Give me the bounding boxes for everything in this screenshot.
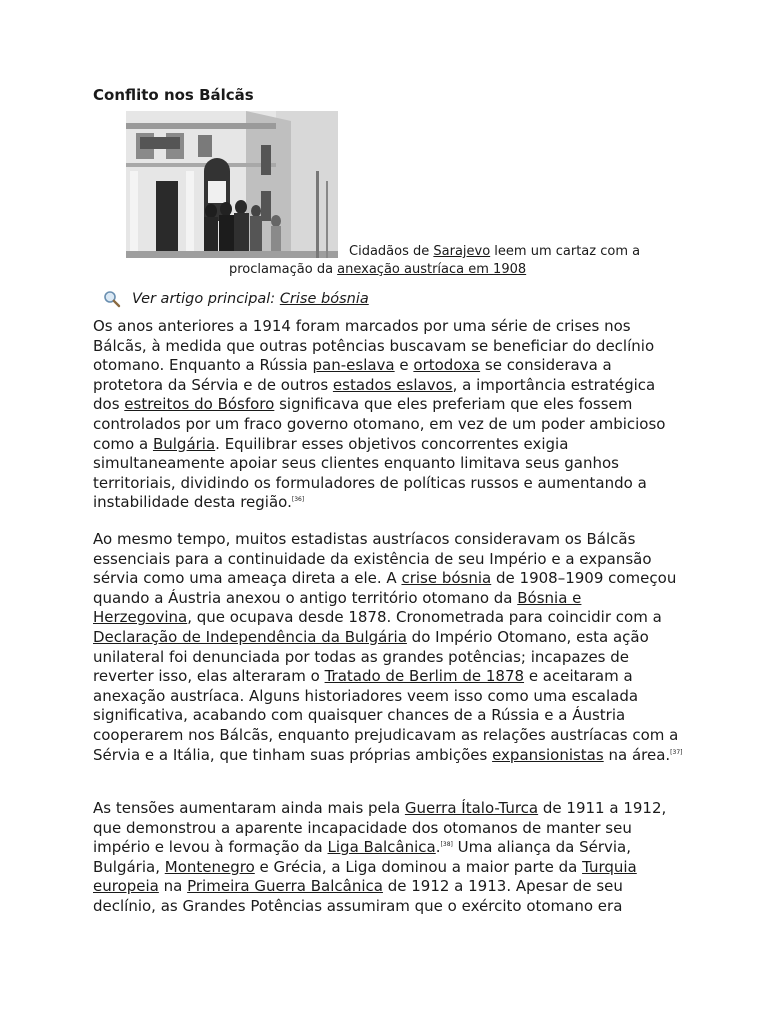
paragraph-3 (93, 799, 683, 917)
sarajevo-photo (126, 111, 338, 258)
paragraph-text: Os anos anteriores a 1914 foram marcados por uma série de crises nos Bálcãs, à medida que outras potências buscavam se beneficiar do declínio otomano. Enquanto a Rússia (93, 317, 655, 375)
reference-38[interactable]: [38] (440, 841, 453, 849)
link-crise-bosnia[interactable]: crise bósnia (401, 569, 492, 588)
reference-37[interactable]: [37] (670, 748, 683, 756)
link-guerra-italo-turca[interactable]: Guerra Ítalo-Turca (404, 799, 539, 817)
reference-36[interactable]: [36] (291, 496, 305, 504)
link-ortodoxa[interactable]: ortodoxa (413, 356, 481, 375)
paragraph-text: na (158, 877, 188, 896)
photo-illustration (126, 111, 338, 258)
see-also-prefix: Ver artigo principal: (132, 291, 276, 307)
link-sarajevo[interactable]: Sarajevo (433, 244, 491, 259)
paragraph-text: na área. (603, 745, 671, 764)
paragraph-text: Uma aliança da Sérvia, Bulgária, (93, 838, 632, 876)
paragraph-text: e aceitaram a anexação austríaca. Alguns historiadores veem isso como uma escalada significativa, acabando com quaisquer chances de a Rússia e a Áustria cooperarem nos Bálcãs, enquanto prejudicavam as relações austríacas com a Sérvia e a Itália, que tinham suas próprias ambições (93, 667, 679, 764)
paragraph-text: , que ocupava desde 1878. Cronometrada para coincidir com a (187, 608, 662, 627)
see-also-note (102, 289, 369, 309)
paragraph-text: e Grécia, a Liga dominou a maior parte da (254, 857, 583, 876)
link-crise-bosnia-main[interactable]: Crise bósnia (279, 291, 369, 307)
paragraph-text: . (435, 838, 441, 857)
link-bulgaria[interactable]: Bulgária (152, 434, 216, 453)
paragraph-text: de 1908–1909 começou quando a Áustria anexou o antigo território otomano da (93, 569, 677, 607)
paragraph-text: de 1912 a 1913. Apesar de seu declínio, as Grandes Potências assumiram que o exército otomano era (93, 877, 623, 915)
link-liga-balcanica[interactable]: Liga Balcânica (327, 838, 436, 857)
paragraph-text: se considerava a protetora da Sérvia e de outros (93, 356, 612, 394)
photo-caption (229, 243, 669, 279)
link-montenegro[interactable]: Montenegro (164, 857, 255, 876)
link-tratado-berlim-1878[interactable]: Tratado de Berlim de 1878 (324, 667, 525, 686)
paragraph-1 (93, 317, 683, 513)
paragraph-text: . Equilibrar esses objetivos concorrentes exigia simultaneamente apoiar seus clientes enquanto limitava seus ganhos territoriais, dividindo os formuladores de políticas russos e aumentando a instabilidade desta região. (93, 434, 647, 512)
paragraph-text: , a importância estratégica dos (93, 375, 656, 414)
link-bosnia-herzegovina[interactable]: Bósnia e Herzegovina (93, 588, 582, 627)
magnifier-icon (102, 289, 122, 309)
link-declaracao-independencia-bulgaria[interactable]: Declaração de Independência da Bulgária (93, 627, 407, 646)
paragraph-text: do Império Otomano, esta ação unilateral foi denunciada por todas as grandes potências; incapazes de reverter isso, elas alteraram o (93, 627, 649, 686)
paragraph-text: Ao mesmo tempo, muitos estadistas austríacos consideravam os Bálcãs essenciais para a continuidade da existência de seu Império e a expansão sérvia como uma ameaça direta a ele. A (93, 530, 652, 588)
link-estados-eslavos[interactable]: estados eslavos (332, 375, 453, 394)
paragraph-text: e (394, 356, 414, 375)
link-turquia-europeia[interactable]: Turquia europeia (93, 857, 637, 896)
caption-text: Cidadãos de (349, 244, 434, 259)
caption-text: leem um cartaz com a proclamação da (229, 244, 641, 277)
paragraph-text: de 1911 a 1912, que demonstrou a aparente incapacidade dos otomanos de manter seu império e levou à formação da (93, 799, 667, 857)
link-expansionistas[interactable]: expansionistas (492, 745, 604, 764)
paragraph-text: As tensões aumentaram ainda mais pela (93, 799, 405, 817)
link-anexacao-austriaca[interactable]: anexação austríaca em 1908 (337, 262, 527, 277)
section-heading: Conflito nos Bálcãs (93, 86, 254, 104)
link-pan-eslava[interactable]: pan-eslava (312, 356, 395, 375)
link-primeira-guerra-balcanica[interactable]: Primeira Guerra Balcânica (187, 877, 383, 896)
paragraph-2 (93, 530, 683, 765)
link-estreitos-bosforo[interactable]: estreitos do Bósforo (124, 395, 275, 414)
paragraph-text: significava que eles preferiam que eles fossem controlados por um fraco governo otomano, em vez de um poder ambicioso como a (93, 395, 666, 453)
